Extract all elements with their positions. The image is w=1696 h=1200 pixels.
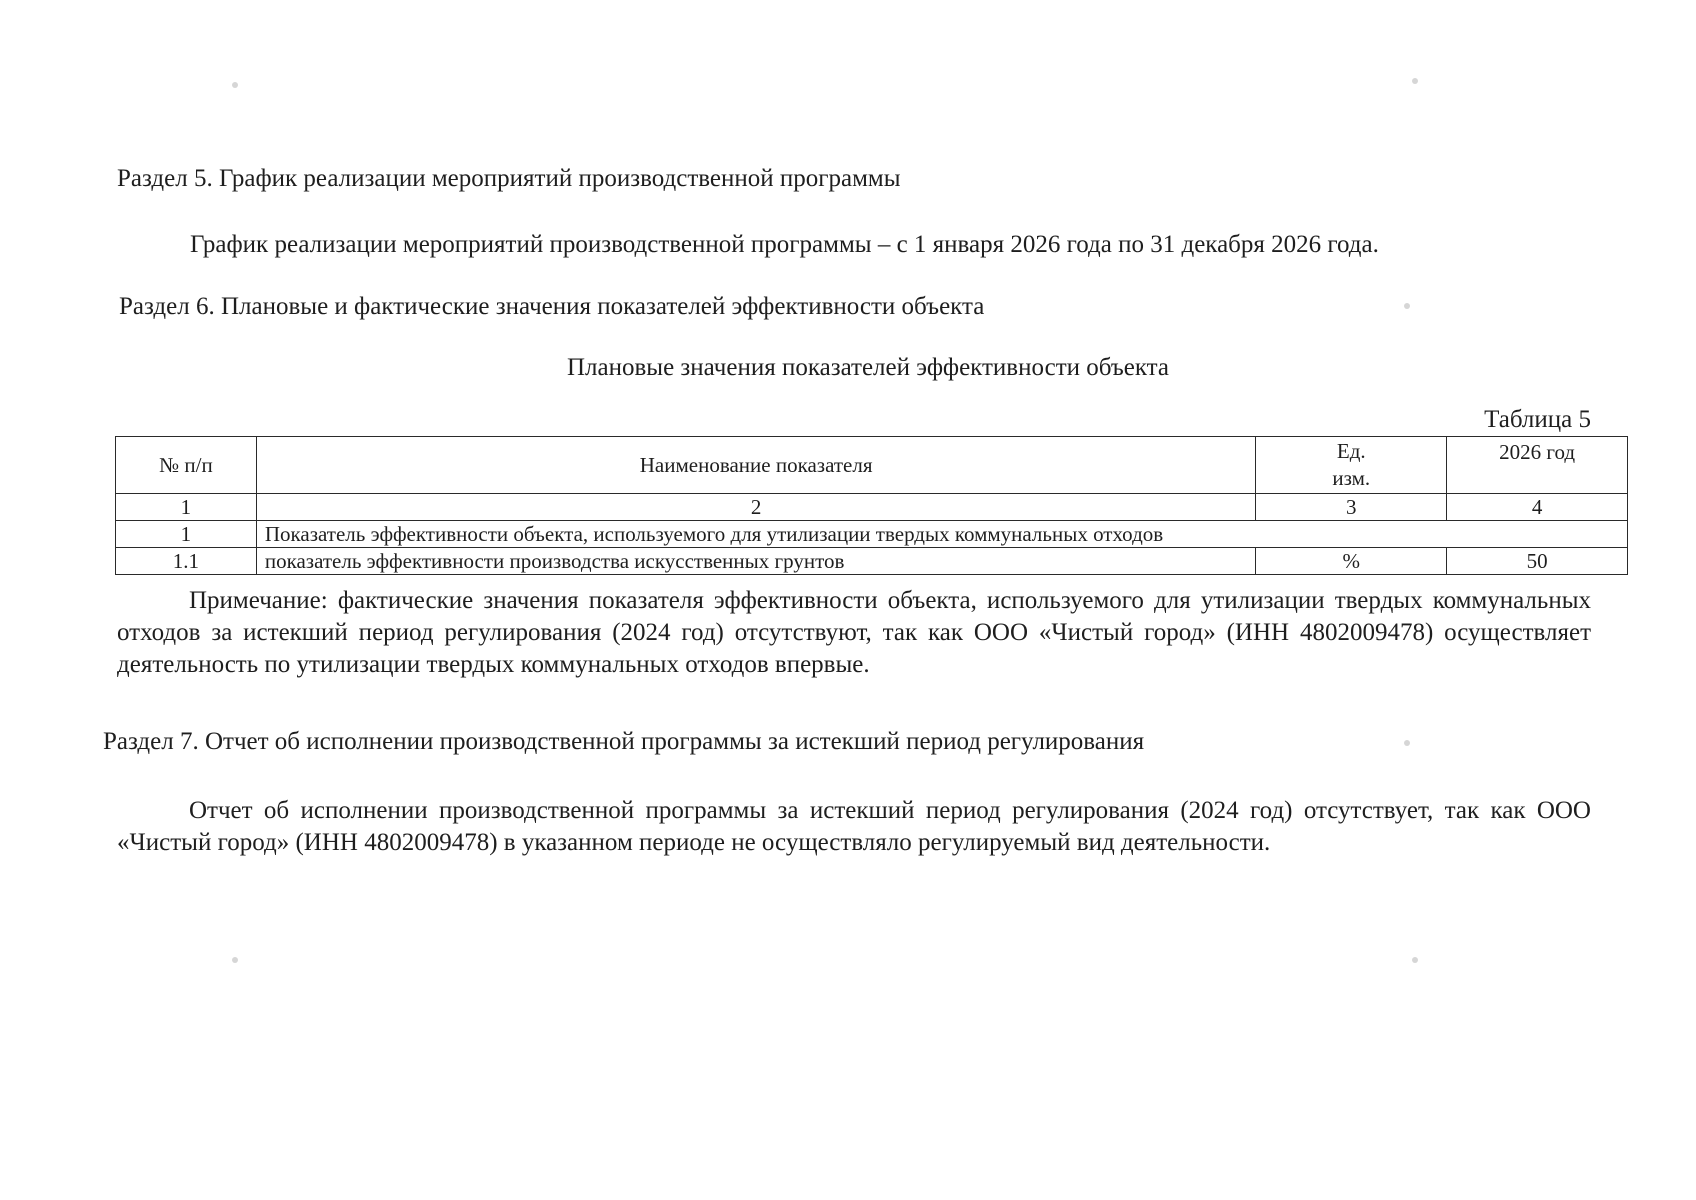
report-paragraph: Отчет об исполнении производственной программы за истекший период регулирования (2024 год) отсутствует, так как ООО «Чистый город» (ИНН 4802009478) в указанном периоде не осуществляло регулируемый вид деятельности.: [117, 797, 1591, 856]
column-number-row: [116, 494, 1628, 521]
table-row: [116, 548, 1628, 575]
header-unit: [1256, 437, 1447, 494]
header-unit-line1: Ед.: [1336, 439, 1366, 463]
table-label: Таблица 5: [1484, 406, 1591, 433]
scan-speck: [1412, 957, 1418, 963]
table-header-row: [116, 437, 1628, 494]
scan-speck: [1404, 303, 1410, 309]
row-num: 1.1: [116, 548, 257, 575]
scan-speck: [232, 957, 238, 963]
table-group-row: [116, 521, 1628, 548]
column-number-cell: 4: [1447, 494, 1628, 521]
scan-speck: [1404, 740, 1410, 746]
column-number-cell: 2: [256, 494, 1256, 521]
group-num: 1: [116, 521, 257, 548]
schedule-text: График реализации мероприятий производственной программы – с 1 января 2026 года по 31 декабря 2026 года.: [190, 231, 1379, 258]
header-year: 2026 год: [1447, 437, 1628, 494]
column-number-cell: 1: [116, 494, 257, 521]
row-unit: %: [1256, 548, 1447, 575]
header-name: Наименование показателя: [256, 437, 1256, 494]
scan-speck: [1412, 78, 1418, 84]
section6-heading: Раздел 6. Плановые и фактические значения показателей эффективности объекта: [119, 293, 985, 320]
indicators-table: [115, 436, 1628, 575]
note-paragraph: Примечание: фактические значения показателя эффективности объекта, используемого для утилизации твердых коммунальных отходов за истекший период регулирования (2024 год) отсутствуют, так как ООО «Чистый город» (ИНН 4802009478) осуществляет деятельность по утилизации твердых коммунальных отходов впервые.: [117, 587, 1591, 678]
row-name: показатель эффективности производства искусственных грунтов: [256, 548, 1256, 575]
group-name: Показатель эффективности объекта, используемого для утилизации твердых коммунальных отходов: [256, 521, 1627, 548]
table-subtitle: Плановые значения показателей эффективности объекта: [566, 354, 1170, 381]
section5-heading: Раздел 5. График реализации мероприятий производственной программы: [117, 165, 901, 192]
scan-speck: [232, 82, 238, 88]
section7-heading: Раздел 7. Отчет об исполнении производственной программы за истекший период регулирования: [103, 728, 1145, 755]
column-number-cell: 3: [1256, 494, 1447, 521]
header-unit-line2: изм.: [1332, 466, 1371, 490]
row-value: 50: [1447, 548, 1628, 575]
header-num: № п/п: [116, 437, 257, 494]
